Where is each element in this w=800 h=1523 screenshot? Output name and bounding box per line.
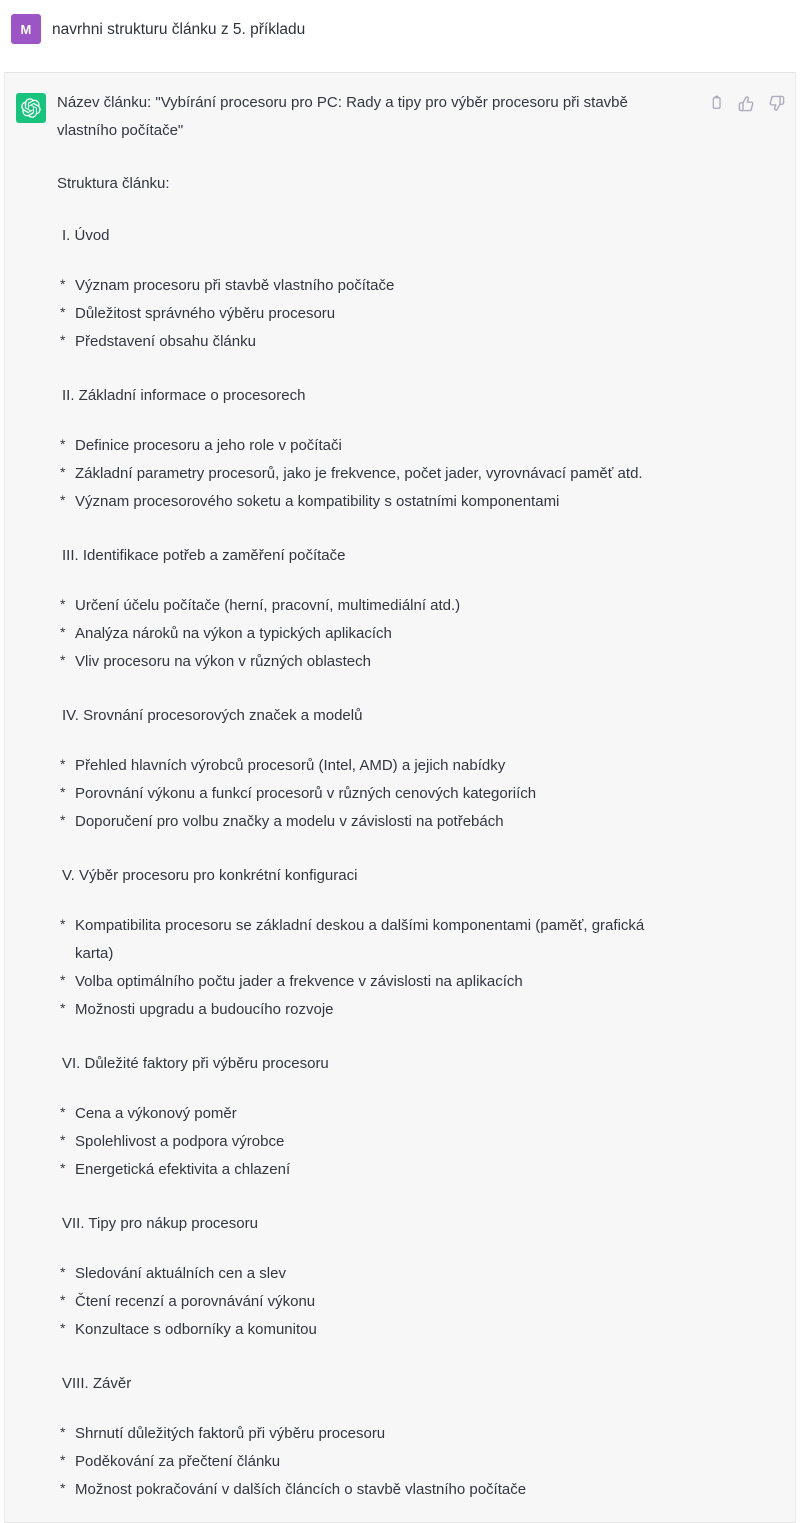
user-message-row <box>0 0 800 72</box>
list-item: * Význam procesoru při stavbě vlastního počítače <box>57 272 677 300</box>
list-item: * Základní parametry procesorů, jako je frekvence, počet jader, vyrovnávací paměť atd. <box>57 460 677 488</box>
clipboard-icon <box>708 95 724 111</box>
list-item: * Určení účelu počítače (herní, pracovní, multimediální atd.) <box>57 592 677 620</box>
list-item: * Čtení recenzí a porovnávání výkonu <box>57 1288 677 1316</box>
list-item: * Shrnutí důležitých faktorů při výběru procesoru <box>57 1420 677 1448</box>
section-heading: III. Identifikace potřeb a zaměření počítače <box>62 547 346 564</box>
avatar <box>16 93 46 123</box>
list-item: * Doporučení pro volbu značky a modelu v závislosti na potřebách <box>57 808 677 836</box>
assistant-message-row <box>4 72 796 1523</box>
list-item: * Volba optimálního počtu jader a frekvence v závislosti na aplikacích <box>57 968 677 996</box>
assistant-message-body <box>57 89 795 1504</box>
openai-logo-icon <box>21 98 41 118</box>
section-bullets <box>57 1100 705 1184</box>
list-item: * Sledování aktuálních cen a slev <box>57 1260 677 1288</box>
section-bullets <box>57 1260 705 1344</box>
list-item: * Energetická efektivita a chlazení <box>57 1156 677 1184</box>
list-item: * Možnost pokračování v dalších článcích o stavbě vlastního počítače <box>57 1476 677 1504</box>
list-item: * Vliv procesoru na výkon v různých oblastech <box>57 648 677 676</box>
list-item: * Analýza nároků na výkon a typických aplikacích <box>57 620 677 648</box>
thumbs-up-icon <box>738 95 755 112</box>
section-bullets <box>57 272 705 356</box>
list-item: * Kompatibilita procesoru se základní deskou a dalšími komponentami (paměť, grafická karta) <box>57 912 677 968</box>
article-title-paragraph: Název článku: "Vybírání procesoru pro PC: Rady a tipy pro výběr procesoru při stavbě vlastního počítače" <box>57 94 628 139</box>
user-avatar-column <box>0 10 52 44</box>
section-bullets <box>57 912 705 1024</box>
structure-label: Struktura článku: <box>57 175 170 192</box>
list-item: * Porovnání výkonu a funkcí procesorů v různých cenových kategoriích <box>57 780 677 808</box>
section-heading: VII. Tipy pro nákup procesoru <box>62 1215 258 1232</box>
list-item: * Přehled hlavních výrobců procesorů (Intel, AMD) a jejich nabídky <box>57 752 677 780</box>
list-item: * Spolehlivost a podpora výrobce <box>57 1128 677 1156</box>
section-bullets <box>57 592 705 676</box>
section-heading: II. Základní informace o procesorech <box>62 387 306 404</box>
thumbs-down-button[interactable] <box>767 94 785 112</box>
message-actions <box>707 94 785 112</box>
section-heading: IV. Srovnání procesorových značek a modelů <box>62 707 363 724</box>
user-message-text: navrhni strukturu článku z 5. příkladu <box>52 21 306 38</box>
copy-button[interactable] <box>707 94 725 112</box>
section-heading: V. Výběr procesoru pro konkrétní konfiguraci <box>62 867 358 884</box>
thumbs-down-icon <box>768 95 785 112</box>
list-item: * Konzultace s odborníky a komunitou <box>57 1316 677 1344</box>
assistant-markdown <box>57 89 785 1504</box>
assistant-avatar-column <box>5 89 57 123</box>
section-heading: VI. Důležité faktory při výběru procesoru <box>62 1055 329 1072</box>
list-item: * Představení obsahu článku <box>57 328 677 356</box>
list-item: * Poděkování za přečtení článku <box>57 1448 677 1476</box>
section-heading: I. Úvod <box>62 227 110 244</box>
section-heading: VIII. Závěr <box>62 1375 132 1392</box>
list-item: * Definice procesoru a jeho role v počítači <box>57 432 677 460</box>
section-bullets <box>57 1420 705 1504</box>
thumbs-up-button[interactable] <box>737 94 755 112</box>
section-bullets <box>57 752 705 836</box>
section-bullets <box>57 432 705 516</box>
avatar: M <box>11 14 41 44</box>
list-item: * Význam procesorového soketu a kompatibility s ostatními komponentami <box>57 488 677 516</box>
list-item: * Důležitost správného výběru procesoru <box>57 300 677 328</box>
list-item: * Možnosti upgradu a budoucího rozvoje <box>57 996 677 1024</box>
user-message-body <box>52 10 800 43</box>
list-item: * Cena a výkonový poměr <box>57 1100 677 1128</box>
